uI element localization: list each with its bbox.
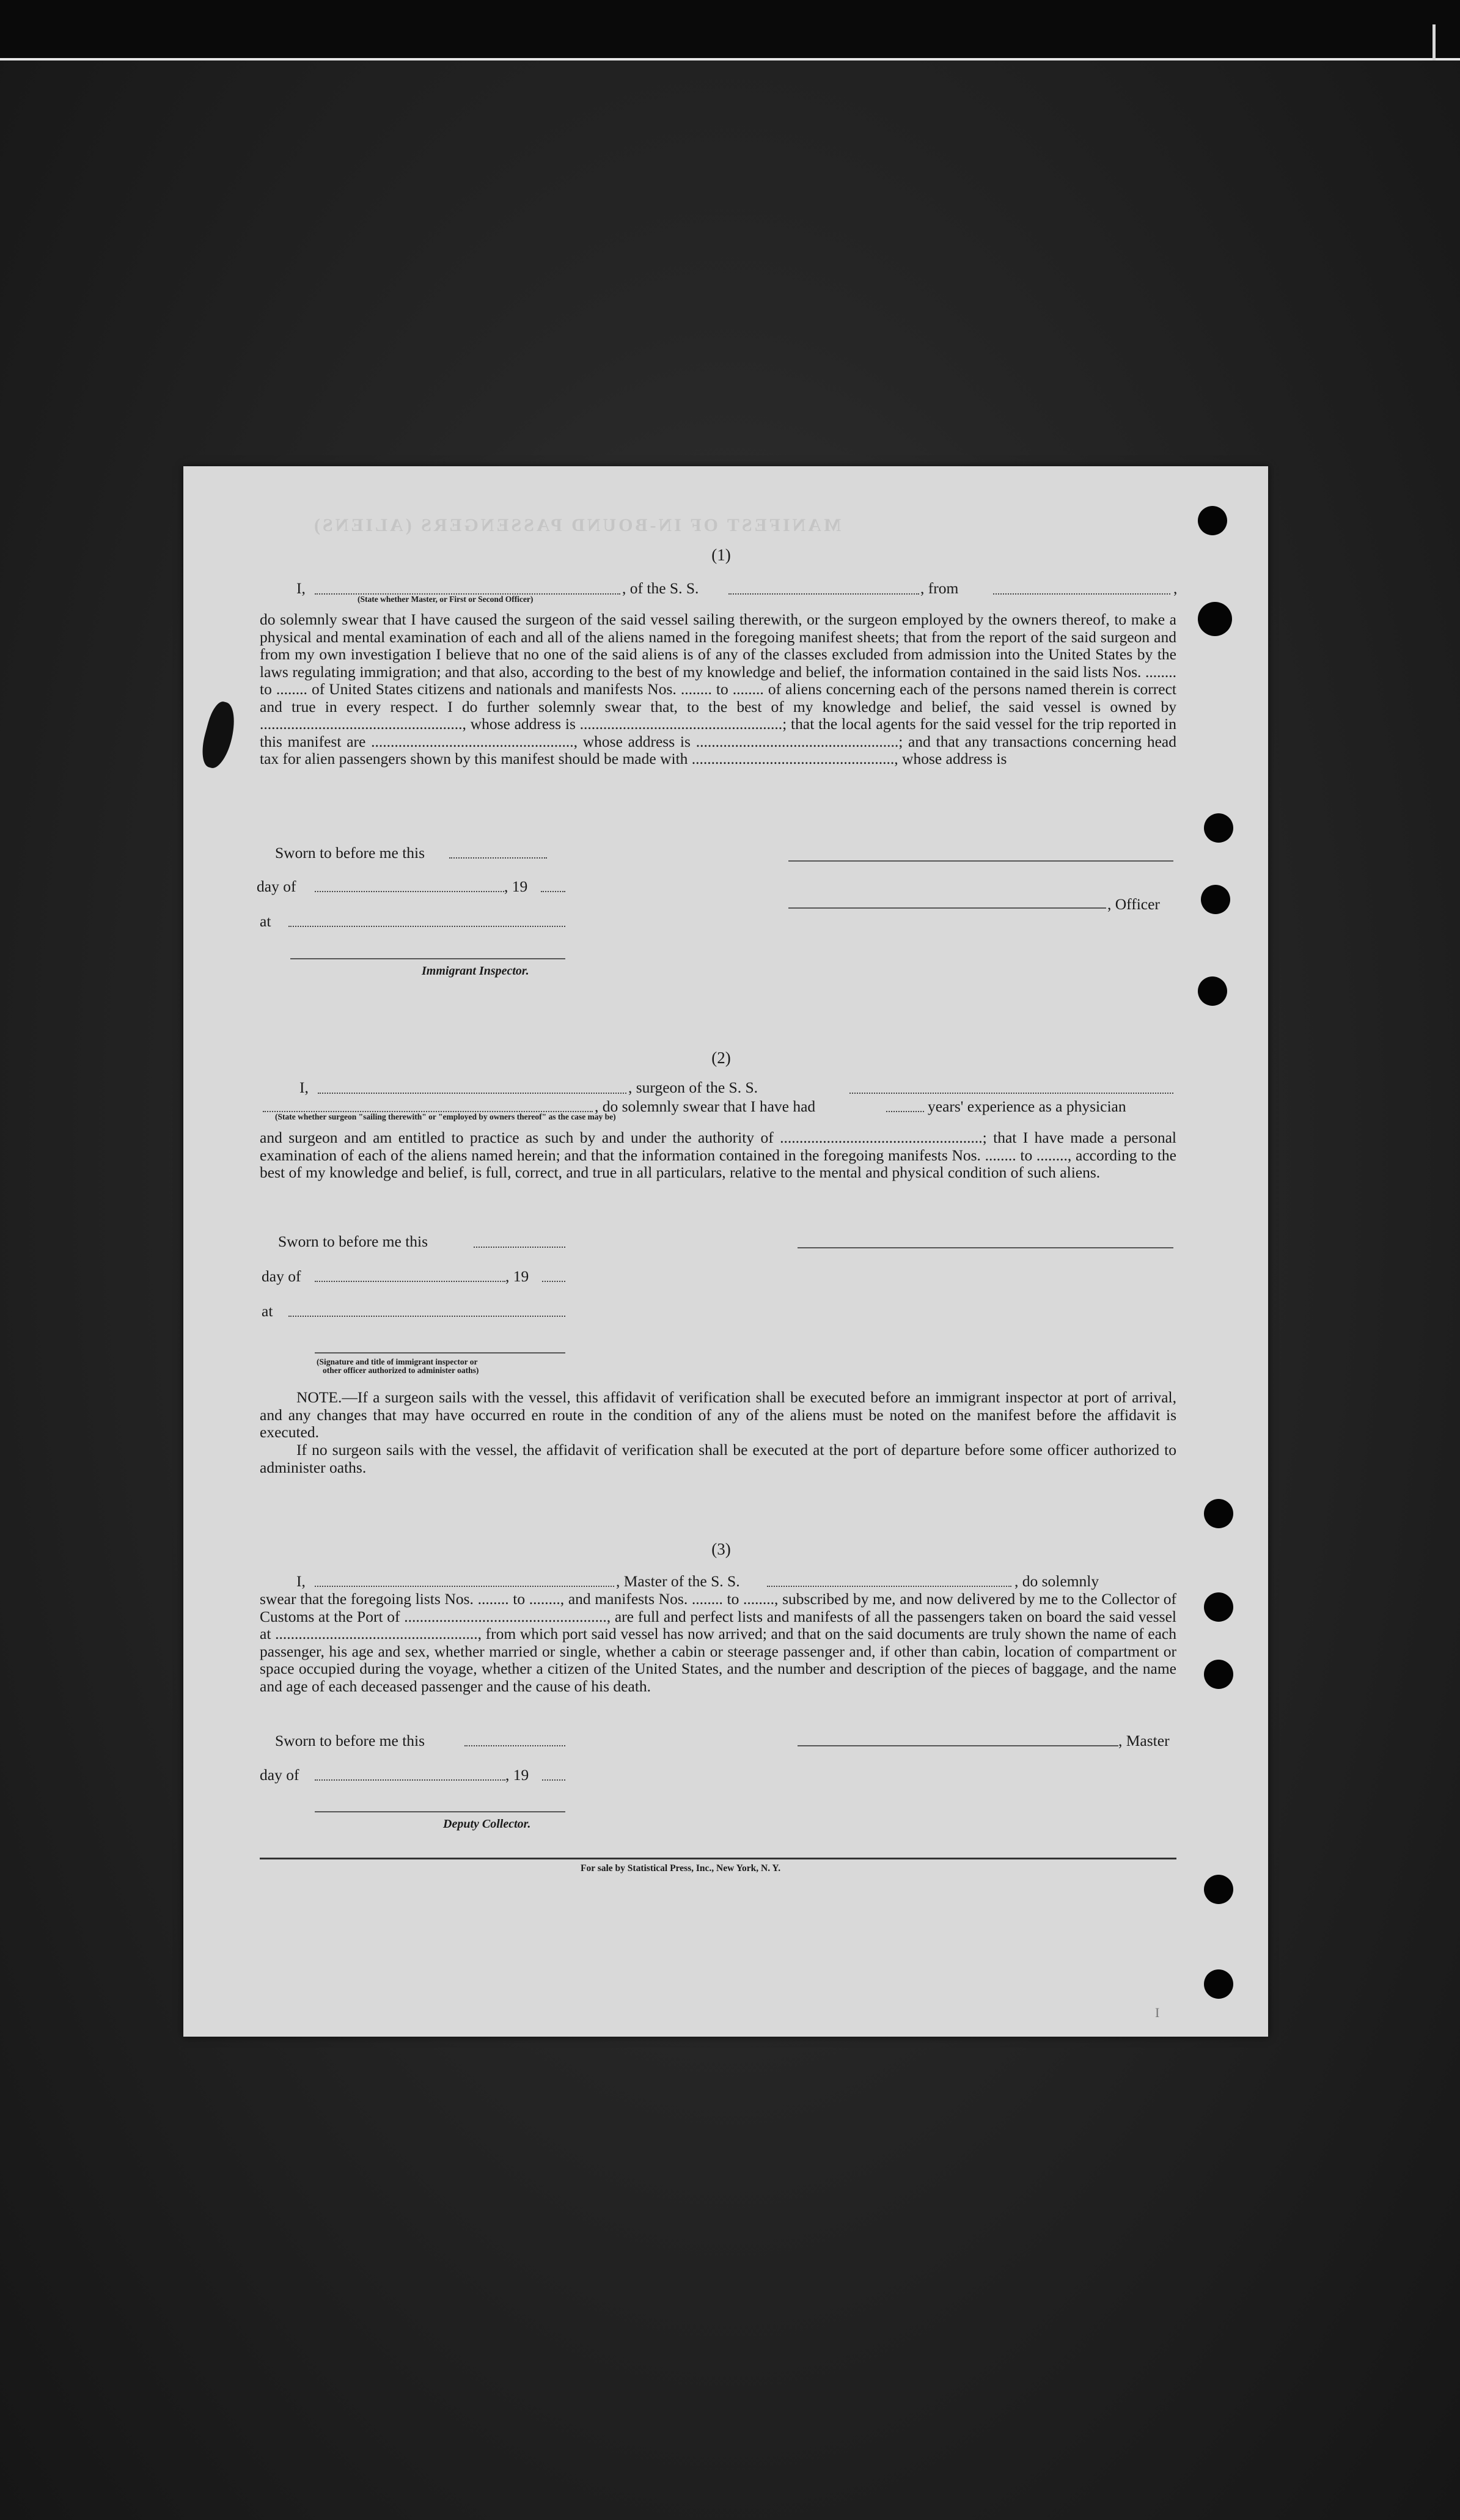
ink-smudge <box>197 699 241 771</box>
section-1-line-from: , from <box>920 579 959 597</box>
section-2-note-departure: If no surgeon sails with the vessel, the affidavit of verification shall be executed at the port of departure before some officer authorized to administer oaths. <box>260 1441 1176 1476</box>
surgeon-vessel-field <box>849 1093 1173 1094</box>
master-vessel-field <box>767 1586 1011 1587</box>
section-3-line-i: I, <box>296 1572 306 1590</box>
sworn-day-field <box>474 1247 565 1248</box>
footer-rule <box>260 1858 1176 1859</box>
inspector-signature-line <box>290 958 565 959</box>
section-1-number: (1) <box>711 546 731 564</box>
section-1-sworn: Sworn to before me this <box>275 844 425 862</box>
section-2-line-years: years' experience as a physician <box>928 1097 1126 1115</box>
section-2-note-arrival: NOTE.—If a surgeon sails with the vessel, this affidavit of verification shall be executed before an immigrant inspector at port of arrival, and any changes that may have occurred en route in the condition of any of the aliens must be noted on the manifest before the affidavit is executed. <box>260 1388 1176 1441</box>
section-3-year: , 19 <box>505 1766 529 1784</box>
section-2-sig-caption-2: other officer authorized to administer oaths) <box>323 1366 479 1375</box>
master-name-field <box>315 1586 614 1587</box>
master-signature-line <box>798 1745 1118 1746</box>
place-field <box>288 926 565 927</box>
printer-credit: For sale by Statistical Press, Inc., New York, N. Y. <box>581 1863 781 1874</box>
section-1-day-of: day of <box>257 877 296 895</box>
section-1-line-of: , of the S. S. <box>622 579 699 597</box>
section-2-oath-text: and surgeon and am entitled to practice as such by and under the authority of ....................................................; that I have made a personal examination of each of the aliens named herein; and that the information contained in the foregoing manifests Nos. ........ to ........, according to the best of my knowledge and belief, is full, correct, and true in all particulars, relative to the mental and physical condition of such aliens. <box>260 1129 1176 1181</box>
place-field <box>288 1316 565 1317</box>
section-3-master: , Master <box>1118 1732 1170 1749</box>
section-2-day-of: day of <box>262 1267 301 1285</box>
section-2-line-surgeon: , surgeon of the S. S. <box>628 1079 758 1096</box>
section-2-year: , 19 <box>505 1267 529 1285</box>
section-1-oath-text: do solemnly swear that I have caused the surgeon of the said vessel sailing therewith, or the surgeon employed by the owners thereof, to make a physical and mental examination of each and all of the aliens named in the foregoing manifest sheets; that from the report of the said surgeon and from my own investigation I believe that no one of the said aliens is of any of the classes excluded from admission into the United States by the laws regulating immigration; and that also, according to the best of my knowledge and belief, the information contained in the said lists Nos. ........ to ........ of United States citizens and nationals and manifests Nos. ........ to ........ of aliens concerning each of the persons named therein is correct and true in every respect. I do further solemnly swear that, to the best of my knowledge and belief, the said vessel is owned by ...................................................., whose address is ....................................................; that the local agents for the said vessel for the trip reported in this manifest are ...................................................., whose address is ....................................................; and that any transactions concerning head tax for alien passengers shown by this manifest should be made with ...................................................., whose address is <box>260 610 1176 767</box>
section-2-number: (2) <box>711 1049 731 1067</box>
film-frame-mark <box>1432 24 1436 61</box>
bleed-through-heading: MANIFEST OF IN-BOUND PASSENGERS (ALIENS) <box>312 515 842 535</box>
punch-hole-icon <box>1201 885 1230 914</box>
sworn-day-field <box>464 1745 565 1746</box>
month-field <box>315 1281 505 1282</box>
officer-signature-line <box>788 860 1173 862</box>
departure-port-field <box>993 593 1170 595</box>
sworn-day-field <box>449 857 547 859</box>
section-3-line-master: , Master of the S. S. <box>616 1572 740 1590</box>
section-3-collector: Deputy Collector. <box>443 1817 531 1831</box>
punch-hole-icon <box>1204 1592 1233 1622</box>
punch-hole-icon <box>1198 602 1232 636</box>
surgeon-name-field <box>318 1093 626 1094</box>
section-1-caption: (State whether Master, or First or Second Officer) <box>358 595 534 604</box>
authority-signature-line <box>315 1352 565 1353</box>
punch-hole-icon <box>1204 1499 1233 1528</box>
year-field <box>542 1779 565 1781</box>
section-2-caption: (State whether surgeon "sailing therewith" or "employed by owners thereof" as the case may be) <box>275 1112 616 1121</box>
section-3-number: (3) <box>711 1540 731 1558</box>
punch-hole-icon <box>1198 506 1227 535</box>
manifest-affidavit-page <box>183 466 1268 2037</box>
month-field <box>315 1779 505 1781</box>
month-field <box>315 891 504 892</box>
margin-mark: I <box>1155 2005 1160 2020</box>
section-2-sworn: Sworn to before me this <box>278 1233 428 1250</box>
punch-hole-icon <box>1204 1969 1233 1999</box>
section-1-officer: , Officer <box>1107 895 1160 913</box>
section-1-inspector: Immigrant Inspector. <box>422 964 529 978</box>
punch-hole-icon <box>1204 1660 1233 1689</box>
section-3-oath-text: swear that the foregoing lists Nos. ........ to ........, and manifests Nos. ........ to ........, subscribed by me, and now delivered by me to the Collector of Customs at the Port of ...................................................., are full and perfect lists and manifests of all the passengers taken on board the said vessel at ...................................................., from which port said vessel has now arrived; and that on the said documents are truly shown the name of each passenger, his age and sex, whether married or single, whether a cabin or steerage passenger and, if other than cabin, location of compartment or space occupied during the voyage, whether a citizen of the United States, and the number and description of the pieces of baggage, and the name and age of each deceased passenger and the cause of his death. <box>260 1590 1176 1695</box>
year-field <box>541 891 565 892</box>
year-field <box>542 1281 565 1282</box>
section-1-at: at <box>260 912 271 930</box>
section-2-line-swear: , do solemnly swear that I have had <box>595 1097 816 1115</box>
years-experience-field <box>886 1111 924 1112</box>
section-1-line-end: , <box>1173 579 1178 597</box>
vessel-name-field <box>728 593 919 595</box>
section-2-at: at <box>262 1302 273 1320</box>
film-strip-edge <box>0 0 1460 60</box>
collector-signature-line <box>315 1811 565 1812</box>
section-3-sworn: Sworn to before me this <box>275 1732 425 1749</box>
section-2-line-i: I, <box>299 1079 309 1096</box>
punch-hole-icon <box>1198 976 1227 1006</box>
section-3-line-swear: , do solemnly <box>1014 1572 1099 1590</box>
punch-hole-icon <box>1204 1875 1233 1904</box>
section-2-sig-caption-1: (Signature and title of immigrant inspector or <box>317 1357 478 1366</box>
officer-title-line <box>788 907 1106 909</box>
surgeon-signature-line <box>798 1247 1173 1248</box>
section-1-line-i: I, <box>296 579 306 597</box>
section-1-year: , 19 <box>504 877 528 895</box>
section-3-day-of: day of <box>260 1766 299 1784</box>
punch-hole-icon <box>1204 813 1233 843</box>
